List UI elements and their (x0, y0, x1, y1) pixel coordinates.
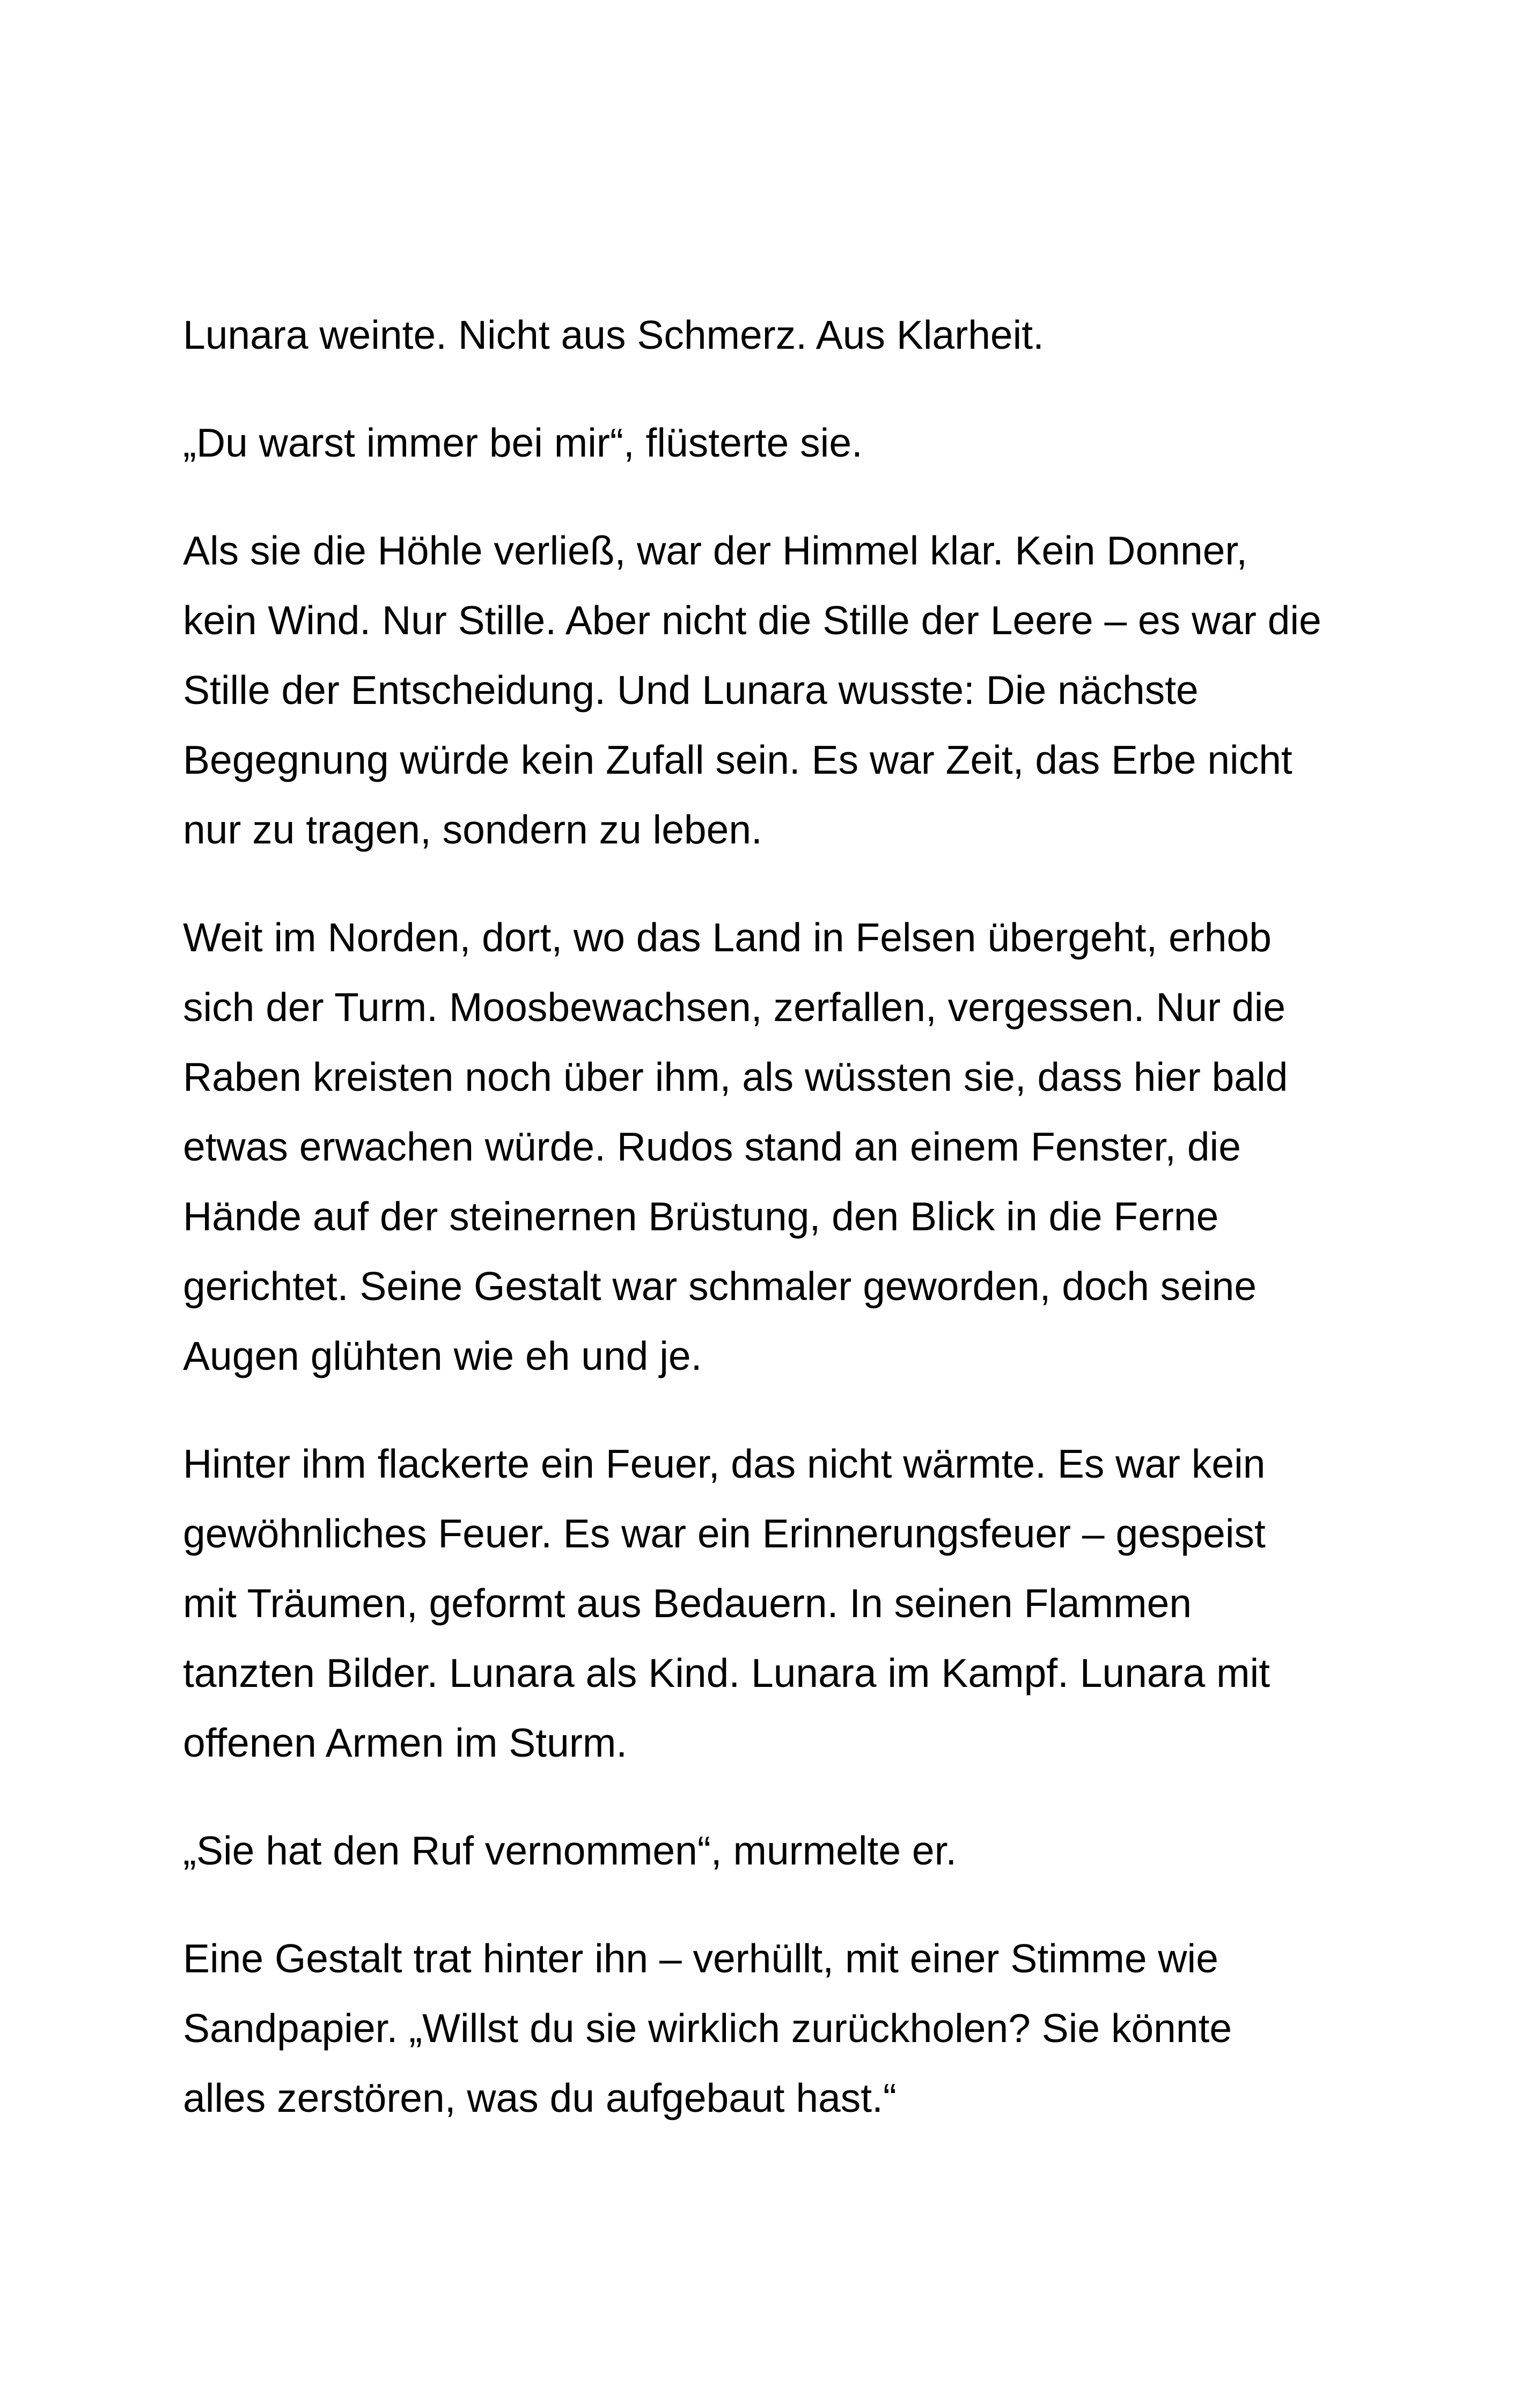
text-line: „Sie hat den Ruf vernommen“, murmelte er. (183, 1828, 957, 1873)
text-line: Als sie die Höhle verließ, war der Himmel klar. Kein Donner, (183, 528, 1248, 573)
text-line: Raben kreisten noch über ihm, als wüssten sie, dass hier bald (183, 1054, 1288, 1099)
text-line: Stille der Entscheidung. Und Lunara wusste: Die nächste (183, 667, 1199, 713)
text-line: Weit im Norden, dort, wo das Land in Felsen übergeht, erhob (183, 915, 1272, 960)
text-block (183, 300, 1353, 2171)
text-line: Begegnung würde kein Zufall sein. Es war Zeit, das Erbe nicht (183, 737, 1292, 782)
text-line: kein Wind. Nur Stille. Aber nicht die Stille der Leere – es war die (183, 598, 1321, 643)
text-line: sich der Turm. Moosbewachsen, zerfallen, vergessen. Nur die (183, 985, 1286, 1030)
text-line: Eine Gestalt trat hinter ihn – verhüllt, mit einer Stimme wie (183, 1936, 1218, 1981)
text-line: Hände auf der steinernen Brüstung, den Blick in die Ferne (183, 1194, 1219, 1239)
text-line: Augen glühten wie eh und je. (183, 1333, 702, 1378)
text-line: Sandpapier. „Willst du sie wirklich zurückholen? Sie könnte (183, 2006, 1232, 2051)
text-line: alles zerstören, was du aufgebaut hast.“ (183, 2075, 897, 2120)
paragraph (183, 300, 1353, 370)
text-line: mit Träumen, geformt aus Bedauern. In seinen Flammen (183, 1581, 1192, 1626)
text-line: offenen Armen im Sturm. (183, 1720, 628, 1765)
paragraph (183, 1924, 1353, 2133)
paragraph (183, 902, 1353, 1391)
text-line: gerichtet. Seine Gestalt war schmaler geworden, doch seine (183, 1264, 1257, 1309)
text-line: etwas erwachen würde. Rudos stand an einem Fenster, die (183, 1124, 1241, 1169)
text-line: „Du warst immer bei mir“, flüsterte sie. (183, 420, 863, 465)
paragraph (183, 1429, 1353, 1778)
text-line: Lunara weinte. Nicht aus Schmerz. Aus Klarheit. (183, 312, 1044, 357)
paragraph (183, 516, 1353, 864)
text-line: tanzten Bilder. Lunara als Kind. Lunara im Kampf. Lunara mit (183, 1650, 1270, 1695)
text-line: Hinter ihm flackerte ein Feuer, das nicht wärmte. Es war kein (183, 1441, 1266, 1486)
text-line: nur zu tragen, sondern zu leben. (183, 807, 762, 852)
text-line: gewöhnliches Feuer. Es war ein Erinnerungsfeuer – gespeist (183, 1511, 1266, 1556)
paragraph (183, 1816, 1353, 1885)
paragraph (183, 408, 1353, 478)
